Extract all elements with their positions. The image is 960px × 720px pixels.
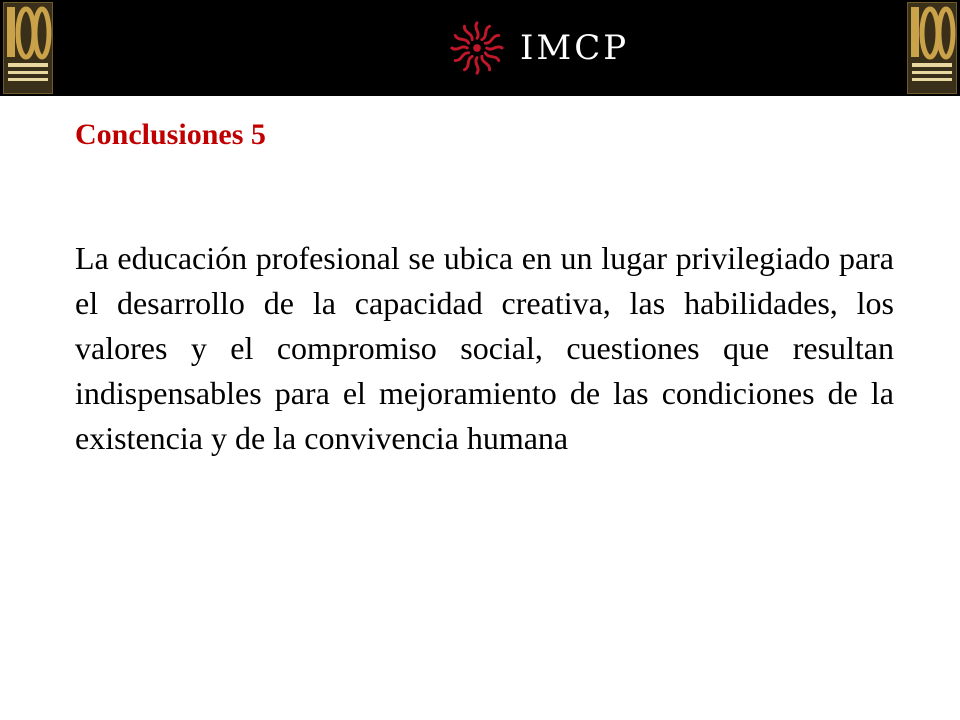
brand-name: IMCP: [520, 28, 630, 68]
centenary-logo-left: [3, 2, 53, 94]
slide-title: Conclusiones 5: [75, 118, 266, 151]
slide-header: [0, 0, 960, 96]
slide-body-text: La educación profesional se ubica en un lugar privilegiado para el desarrollo de la capacidad creativa, las habilidades, los valores y el compromiso social, cuestiones que resultan indispensables para el mejoramiento de las condiciones de la existencia y de la convivencia humana: [75, 240, 894, 456]
imcp-sun-logo-icon: [448, 19, 506, 77]
imcp-brand: [448, 18, 629, 78]
centenary-logo-right: [907, 2, 957, 94]
